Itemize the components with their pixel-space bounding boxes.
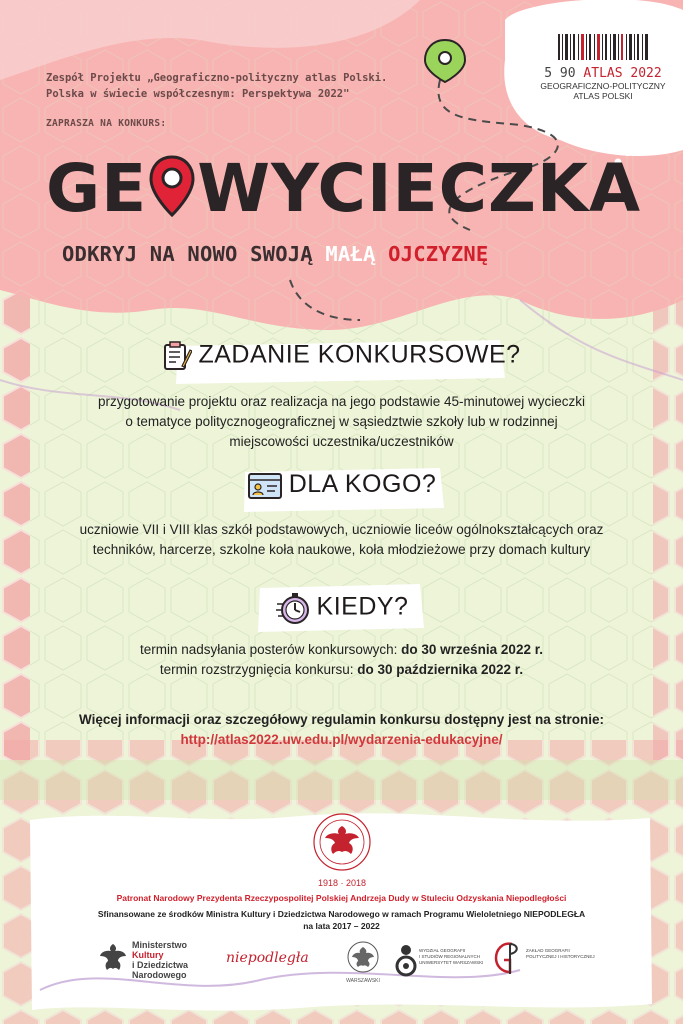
zaklad-line-2: POLITYCZNEJ I HISTORYCZNEJ: [526, 954, 595, 959]
stopwatch-icon: [275, 590, 311, 630]
who-heading-text: DLA KOGO?: [288, 470, 437, 498]
title-part-1: GE: [46, 150, 148, 227]
wgsr-line-1: WYDZIAŁ GEOGRAFII: [419, 948, 466, 953]
who-description: [0, 520, 683, 560]
who-line-1: uczniowie VII i VIII klas szkół podstawowych, uczniowie liceów ogólnokształcących oraz: [79, 522, 604, 537]
logo-sub-2: ATLAS POLSKI: [573, 91, 633, 101]
ministry-logo: [98, 940, 218, 980]
when-heading: [0, 590, 683, 630]
more-info: [0, 710, 683, 750]
pin-icon: [147, 150, 197, 227]
task-heading: [0, 340, 683, 376]
uw-text: WARSZAWSKI: [346, 978, 380, 984]
funding-text: [0, 908, 683, 932]
barcode-icon: [548, 34, 658, 62]
logo-title: ATLAS 2022: [583, 66, 662, 81]
page-title: [46, 150, 646, 227]
notepad-icon: [162, 340, 192, 376]
when-line-1-label: termin nadsyłania posterów konkursowych:: [140, 642, 402, 657]
who-heading: [0, 470, 683, 505]
wgsr-text: [419, 948, 483, 966]
patronat-text: Patronat Narodowy Prezydenta Rzeczypospolitej Polskiej Andrzeja Dudy w Stuleciu Odzyskania Niepodległości: [116, 893, 567, 903]
ministry-line-4: Narodowego: [132, 970, 187, 980]
task-line-1: przygotowanie projektu oraz realizacja na jego podstawie 45-minutowej wycieczki: [98, 394, 585, 409]
when-line-2: [0, 660, 683, 680]
wgsr-icon: [395, 940, 417, 980]
logo-name: [540, 66, 666, 81]
ministry-line-1: Ministerstwo: [132, 940, 188, 950]
ministry-line-3: i Dziedzictwa: [132, 960, 189, 970]
eagle-icon: [98, 940, 128, 978]
ministry-line-2: Kultury: [132, 950, 164, 960]
intro-line-2: Polska w świecie współczesnym: Perspektywa 2022": [46, 88, 350, 100]
task-heading-text: ZADANIE KONKURSOWE?: [198, 340, 521, 369]
ministry-text: [132, 940, 188, 980]
gp-icon: [492, 938, 522, 978]
when-line-1: [0, 640, 683, 660]
university-seal-icon: [346, 940, 380, 974]
uw-logo: [338, 940, 388, 984]
atlas-logo: [540, 34, 666, 101]
logo-numbers: 5 90: [544, 66, 576, 81]
subtitle: [62, 242, 632, 266]
who-line-2: techników, harcerze, szkolne koła naukowe, koła młodzieżowe przy domach kultury: [92, 542, 591, 557]
invite-text: ZAPRASZA NA KONKURS:: [46, 118, 167, 129]
when-line-2-value: do 30 października 2022 r.: [357, 662, 524, 677]
zaklad-line-1: ZAKŁAD GEOGRAFII: [526, 948, 570, 953]
more-info-link[interactable]: http://atlas2022.uw.edu.pl/wydarzenia-edukacyjne/: [180, 732, 503, 747]
wgsr-line-3: UNIWERSYTET WARSZAWSKI: [419, 960, 484, 965]
title-part-2: WYCIECZKA: [197, 150, 642, 227]
id-card-icon: [247, 471, 283, 505]
when-description: [0, 640, 683, 680]
emblem-years: 1918 · 2018: [317, 878, 367, 888]
niepodlegla-logo: niepodległa: [226, 950, 309, 966]
eagle-emblem-icon: [307, 810, 377, 874]
task-line-3: miejscowości uczestnika/uczestników: [229, 434, 454, 449]
funding-line-2: na lata 2017 – 2022: [303, 921, 380, 931]
zaklad-text: [526, 948, 595, 960]
when-heading-text: KIEDY?: [316, 592, 409, 621]
task-line-2: o tematyce politycznogeograficznej w sąsiedztwie szkoły lub w rodzinnej: [125, 414, 558, 429]
when-line-1-value: do 30 września 2022 r.: [401, 642, 543, 657]
when-line-2-label: termin rozstrzygnięcia konkursu:: [159, 662, 358, 677]
logo-sub-1: GEOGRAFICZNO-POLITYCZNY: [540, 81, 666, 91]
subtitle-part-2: MAŁĄ: [325, 242, 376, 266]
intro-line-1: Zespół Projektu „Geograficzno-polityczny atlas Polski.: [46, 72, 388, 84]
subtitle-part-3: OJCZYZNĘ: [375, 242, 489, 266]
intro-text: [46, 70, 426, 102]
more-info-text: Więcej informacji oraz szczegółowy regulamin konkursu dostępny jest na stronie:: [78, 712, 604, 727]
task-description: [0, 392, 683, 452]
subtitle-part-1: ODKRYJ NA NOWO SWOJĄ: [62, 242, 326, 266]
wgsr-line-2: I STUDIÓW REGIONALNYCH: [419, 954, 481, 959]
independence-emblem: [300, 810, 384, 888]
funding-line-1: Sfinansowane ze środków Ministra Kultury i Dziedzictwa Narodowego w ramach Programu Wieloletniego NIEPODLEGŁA: [97, 909, 586, 919]
